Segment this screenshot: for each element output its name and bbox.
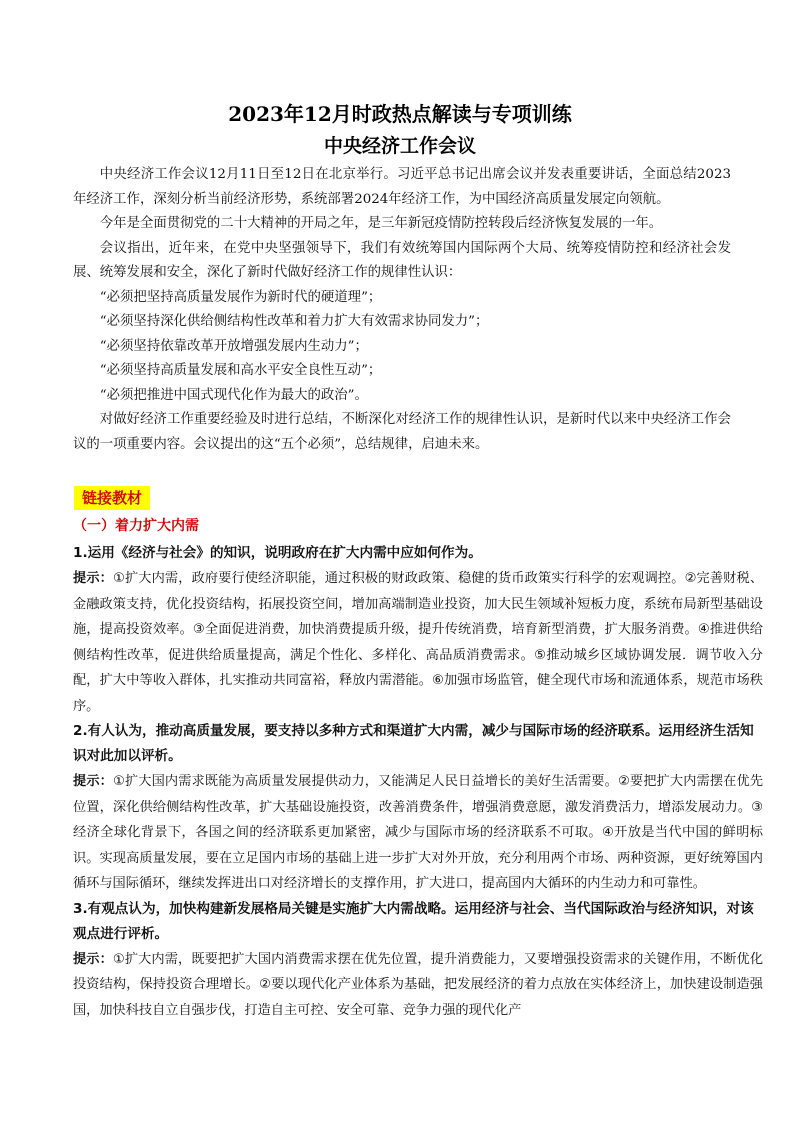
question-text: 2.有人认为，推动高质量发展，要支持以多种方式和渠道扩大内需，减少与国际市场的经济联系。运用经济生活知识对此加以评析。 bbox=[73, 723, 754, 764]
quote-item: “必须把坚持高质量发展作为新时代的硬道理”； bbox=[99, 289, 382, 305]
hint-label: 提示： bbox=[73, 571, 113, 586]
qa-item bbox=[73, 719, 763, 897]
question-text: 1.运用《经济与社会》的知识，说明政府在扩大内需中应如何作为。 bbox=[73, 545, 482, 561]
intro-paragraph-4: 对做好经济工作重要经验及时进行总结，不断深化对经济工作的规律性认识，是新时代以来中央经济工作会议的一项重要内容。会议提出的这“五个必须”，总结规律，启迪未来。 bbox=[73, 412, 731, 452]
quote-item: “必须把推进中国式现代化作为最大的政治”。 bbox=[99, 387, 368, 403]
answer-body: ①扩大内需，政府要行使经济职能，通过积极的财政政策、稳健的货币政策实行科学的宏观调控。②完善财税、金融政策支持，优化投资结构，拓展投资空间，增加高端制造业投资，加大民生领域补短板力度，系统布局新型基础设施，提高投资效率。③全面促进消费，加快消费提质升级，提升传统消费，培育新型消费，扩大服务消费。④推进供给侧结构性改革，促进供给质量提高，满足个性化、多样化、高品质消费需求。⑤推动城乡区域协调发展．调节收入分配，扩大中等收入群体，扎实推动共同富裕，释放内需潜能。⑥加强市场监管，健全现代市场和流通体系，规范市场秩序。 bbox=[73, 571, 764, 714]
answer-text bbox=[73, 566, 763, 719]
qa-item bbox=[73, 897, 763, 1024]
answer-body: ①扩大内需，既要把扩大国内消费需求摆在优先位置，提升消费能力，又要增强投资需求的关键作用，不断优化投资结构，保持投资合理增长。②要以现代化产业体系为基础，把发展经济的着力点放在实体经济上，加快建设制造强国，加快科技自立自强步伐，打造自主可控、安全可靠、竞争力强的现代化产 bbox=[73, 951, 764, 1018]
document-title: 2023年12月时政热点解读与专项训练 bbox=[228, 102, 572, 126]
intro-paragraph-3: 会议指出，近年来，在党中央坚强领导下，我们有效统筹国内国际两个大局、统筹疫情防控和经济社会发展、统筹发展和安全，深化了新时代做好经济工作的规律性认识： bbox=[73, 240, 731, 280]
quote-item: “必须坚持依靠改革开放增强发展内生动力”； bbox=[99, 338, 368, 354]
intro-paragraph-1: 中央经济工作会议12月11日至12日在北京举行。习近平总书记出席会议并发表重要讲话，全面总结2023年经济工作，深刻分析当前经济形势，系统部署2024年经济工作，为中国经济高质量发展定向领航。 bbox=[73, 167, 731, 207]
intro-paragraph-2: 今年是全面贯彻党的二十大精神的开局之年，是三年新冠疫情防控转段后经济恢复发展的一年。 bbox=[99, 216, 663, 231]
qa-list bbox=[73, 541, 763, 1023]
hint-label: 提示： bbox=[73, 951, 113, 967]
answer-text bbox=[73, 947, 763, 1024]
answer-body: ①扩大国内需求既能为高质量发展提供动力，又能满足人民日益增长的美好生活需要。②要把扩大内需摆在优先位置，深化供给侧结构性改革，扩大基础设施投资，改善消费条件，增强消费意愿，激发消费活力，增添发展动力。③经济全球化背景下，各国之间的经济联系更加紧密，减少与国际市场的经济联系不可取。④开放是当代中国的鲜明标识。实现高质量发展，要在立足国内市场的基础上进一步扩大对外开放，充分利用两个市场、两种资源，更好统筹国内循环与国际循环，继续发挥进出口对经济增长的支撑作用，扩大进口，提高国内大循环的内生动力和可靠性。 bbox=[73, 774, 764, 891]
hint-label: 提示： bbox=[73, 774, 113, 789]
quote-item: “必须坚持深化供给侧结构性改革和着力扩大有效需求协同发力”； bbox=[99, 314, 489, 329]
answer-text bbox=[73, 769, 763, 897]
intro-section bbox=[73, 163, 731, 457]
qa-item bbox=[73, 541, 763, 719]
question-text: 3.有观点认为，加快构建新发展格局关键是实施扩大内需战略。运用经济与社会、当代国际政治与经济知识，对该观点进行评析。 bbox=[73, 900, 754, 942]
document-subtitle: 中央经济工作会议 bbox=[323, 135, 476, 157]
section-badge: 链接教材 bbox=[74, 486, 150, 510]
quote-item: “必须坚持高质量发展和高水平安全良性互动”； bbox=[99, 363, 382, 378]
section-subheading: （一）着力扩大内需 bbox=[73, 518, 199, 534]
